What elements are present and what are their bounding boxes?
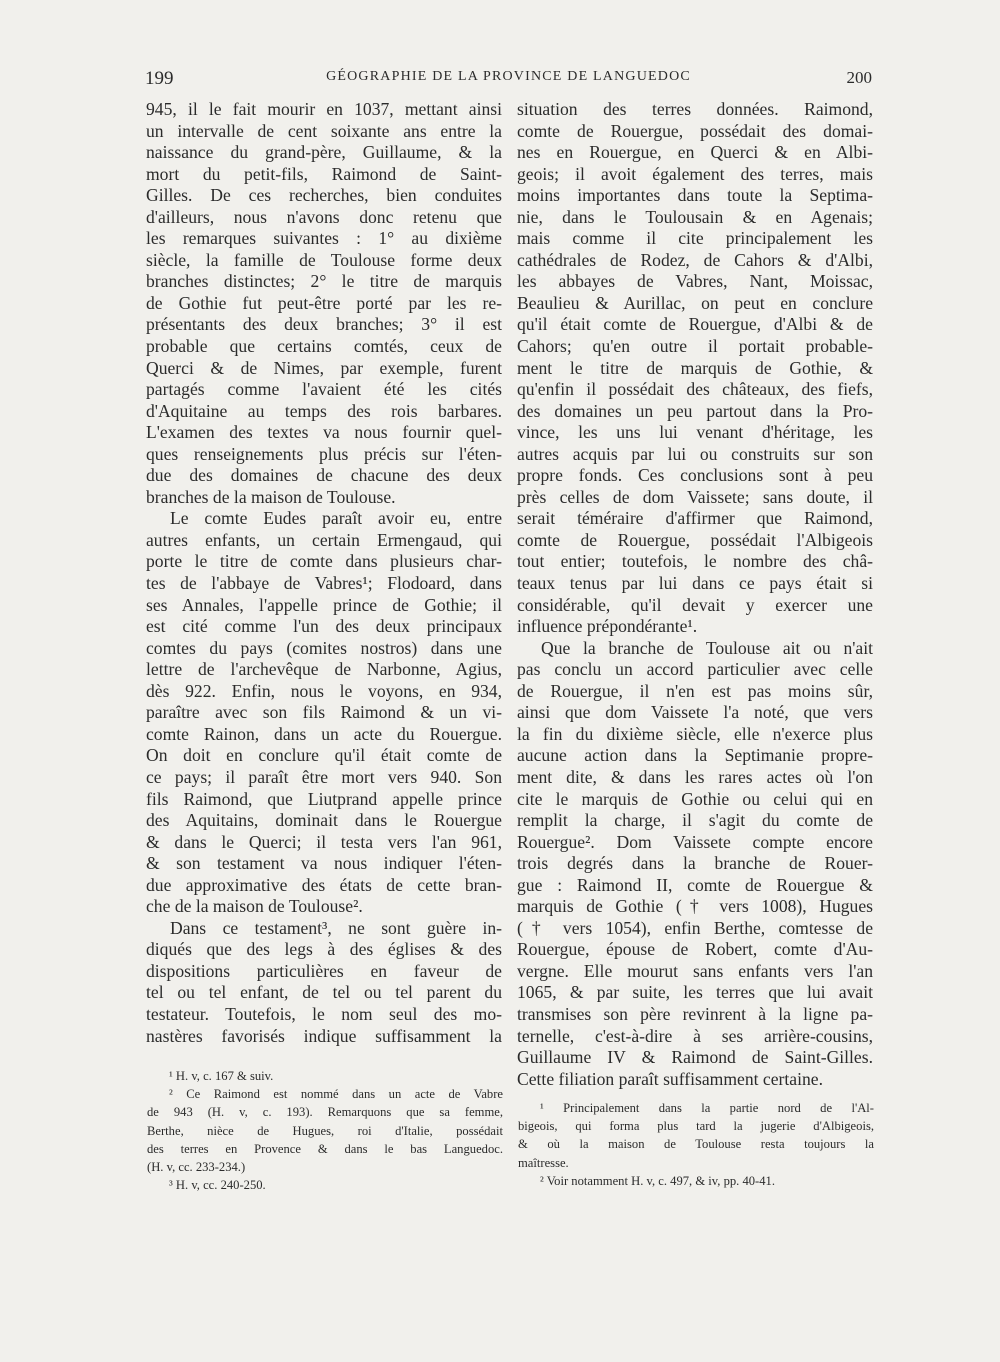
text-line: Cahors; qu'en outre il portait probable- — [517, 336, 873, 357]
text-line: paraître avec son fils Raimond & un vi- — [146, 702, 502, 723]
text-line: On doit en conclure qu'il était comte de — [146, 745, 502, 766]
text-line: tes de l'abbaye de Vabres¹; Flodoard, dans — [146, 573, 502, 594]
footnote-line: ¹ H. v, c. 167 & suiv. — [169, 1069, 274, 1083]
text-line: & son testament va nous indiquer l'éten- — [146, 853, 502, 874]
text-line: Beaulieu & Aurillac, on peut en conclure — [517, 292, 873, 313]
footnote-line: ² Ce Raimond est nommé dans un acte de Vabre — [169, 1087, 503, 1102]
text-line: moins importantes dans toute la Septima- — [517, 185, 873, 206]
text-line: cite le marquis de Gothie ou celui qui en — [517, 788, 873, 809]
text-line: naissance du grand-père, Guillaume, & la — [146, 142, 502, 163]
text-line: mort du petit-fils, Raimond de Saint- — [146, 163, 502, 184]
text-line: serait téméraire d'affirmer que Raimond, — [517, 508, 873, 529]
text-line: les remarques suivantes : 1° au dixième — [146, 228, 502, 249]
text-line: de Gothie fut peut-être porté par les re- — [146, 292, 502, 313]
left-footnotes — [147, 1067, 503, 1194]
text-line: dispositions particulières en faveur de — [146, 960, 502, 981]
text-line: comtes du pays (comites nostros) dans une — [146, 637, 502, 658]
text-line: 1065, & par suite, les terres que lui avait — [517, 982, 873, 1003]
text-line: partagés comme l'avaient été les cités — [146, 379, 502, 400]
text-line: ainsi que dom Vaissete l'a noté, que vers — [517, 702, 873, 723]
text-line: 945, il le fait mourir en 1037, mettant ainsi — [146, 99, 502, 119]
text-line: gue : Raimond II, comte de Rouergue & — [517, 874, 873, 895]
running-header — [145, 66, 872, 94]
text-line: cathédrales de Rodez, de Cahors & d'Albi, — [517, 249, 873, 270]
text-line: autres acquis par lui ou construits sur son — [517, 443, 873, 464]
text-line: teaux tenus par lui dans ce pays était si — [517, 573, 873, 594]
text-line: Gilles. De ces recherches, bien conduites — [146, 185, 502, 206]
text-line: comte Rainon, dans un acte du Rouergue. — [146, 723, 502, 744]
page-number-left: 199 — [145, 68, 174, 89]
text-line: ques renseignements plus précis sur l'éten- — [146, 443, 502, 464]
footnote-line: & où la maison de Toulouse resta toujours la — [518, 1137, 874, 1152]
text-line: d'Aquitaine au temps des rois barbares. — [146, 400, 502, 421]
text-line: Dans ce testament³, ne sont guère in- — [170, 917, 502, 938]
text-line: diqués que des legs à des églises & des — [146, 939, 502, 960]
right-footnotes — [518, 1099, 874, 1190]
text-line: Guillaume IV & Raimond de Saint-Gilles. — [517, 1047, 873, 1068]
text-line: ce pays; il paraît être mort vers 940. Son — [146, 766, 502, 787]
footnote-line: bigeois, qui forma plus tard la jugerie d'Albigeois, — [518, 1119, 874, 1134]
text-line: & dans le Querci; il testa vers l'an 961, — [146, 831, 502, 852]
footnote-line: de 943 (H. v, c. 193). Remarquons que sa femme, — [147, 1105, 503, 1120]
text-line: la fin du dixième siècle, elle n'exerce plus — [517, 723, 873, 744]
text-line: che de la maison de Toulouse². — [146, 896, 363, 917]
text-line: vince, les uns lui venant d'héritage, les — [517, 422, 873, 443]
text-line: de Rouergue, il n'en est pas moins sûr, — [517, 680, 873, 701]
text-line: Que la branche de Toulouse ait ou n'ait — [541, 637, 873, 658]
footnote-line: Berthe, nièce de Hugues, roi d'Italie, possédait — [147, 1123, 503, 1138]
right-text-column — [517, 99, 873, 1090]
text-line: mais comme il cite principalement les — [517, 228, 873, 249]
text-line: Le comte Eudes paraît avoir eu, entre — [170, 508, 502, 529]
text-line: tel ou tel enfant, de tel ou tel parent du — [146, 982, 502, 1003]
footnote-line: ³ H. v, cc. 240-250. — [169, 1178, 266, 1193]
text-line: due approximative des états de cette bran- — [146, 874, 502, 895]
text-line: comte de Rouergue, possédait des domai- — [517, 120, 873, 141]
text-line: près celles de dom Vaissete; sans doute, il — [517, 486, 873, 507]
text-line: qu'enfin il possédait des châteaux, des fiefs, — [517, 379, 873, 400]
text-line: ses Annales, l'appelle prince de Gothie; il — [146, 594, 502, 615]
text-line: ternelle, c'est-à-dire à ses arrière-cousins, — [517, 1025, 873, 1046]
text-line: des Aquitains, dominait dans le Rouergue — [146, 810, 502, 831]
text-line: († vers 1054), enfin Berthe, comtesse de — [517, 917, 873, 938]
text-line: propre fonds. Ces conclusions sont à peu — [517, 465, 873, 486]
text-line: marquis de Gothie († vers 1008), Hugues — [517, 896, 873, 917]
text-line: pas conclu un accord particulier avec celle — [517, 659, 873, 680]
text-line: est cité comme l'un des deux principaux — [146, 616, 502, 637]
text-line: ment le titre de marquis de Gothie, & — [517, 357, 873, 378]
text-line: testateur. Toutefois, le nom seul des mo- — [146, 1003, 502, 1024]
text-line: situation des terres données. Raimond, — [517, 99, 873, 119]
text-line: lettre de l'archevêque de Narbonne, Agius, — [146, 659, 502, 680]
page-number-right: 200 — [846, 68, 872, 87]
text-line: Querci & de Nimes, par exemple, furent — [146, 357, 502, 378]
text-line: due des domaines de chacune des deux — [146, 465, 502, 486]
text-line: des domaines un peu partout dans la Pro- — [517, 400, 873, 421]
text-line: trois degrés dans la branche de Rouer- — [517, 853, 873, 874]
text-line: tout entier; toutefois, le nombre des châ- — [517, 551, 873, 572]
text-line: porte le titre de comte dans plusieurs char- — [146, 551, 502, 572]
text-line: considérable, qu'il devait y exercer une — [517, 594, 873, 615]
text-line: branches de la maison de Toulouse. — [146, 486, 396, 507]
text-line: qu'il était comte de Rouergue, d'Albi & de — [517, 314, 873, 335]
text-line: ment dite, & dans les rares actes où l'on — [517, 766, 873, 787]
text-line: aucune action dans la Septimanie propre- — [517, 745, 873, 766]
text-line: nastères favorisés indique suffisamment la — [146, 1025, 502, 1046]
text-line: vergne. Elle mourut sans enfants vers l'an — [517, 960, 873, 981]
text-line: un intervalle de cent soixante ans entre la — [146, 120, 502, 141]
text-line: les abbayes de Vabres, Nant, Moissac, — [517, 271, 873, 292]
text-line: influence prépondérante¹. — [517, 616, 698, 637]
text-line: siècle, la famille de Toulouse forme deux — [146, 249, 502, 270]
text-line: présentants des deux branches; 3° il est — [146, 314, 502, 335]
footnote-line: ² Voir notamment H. v, c. 497, & iv, pp. 40-41. — [540, 1173, 775, 1188]
text-line: fils Raimond, que Liutprand appelle prince — [146, 788, 502, 809]
running-title: GÉOGRAPHIE DE LA PROVINCE DE LANGUEDOC — [326, 69, 691, 84]
text-line: Rouergue, épouse de Robert, comte d'Au- — [517, 939, 873, 960]
footnote-line: ¹ Principalement dans la partie nord de l'Al- — [540, 1101, 874, 1115]
footnote-line: maîtresse. — [518, 1155, 569, 1170]
text-line: nie, dans le Toulousain & en Agenais; — [517, 206, 873, 227]
text-line: d'ailleurs, nous n'avons donc retenu que — [146, 206, 502, 227]
text-line: probable que certains comtés, ceux de — [146, 336, 502, 357]
text-line: Rouergue². Dom Vaissete compte encore — [517, 831, 873, 852]
text-line: Cette filiation paraît suffisamment certaine. — [517, 1068, 823, 1089]
text-line: nes en Rouergue, en Querci & en Albi- — [517, 142, 873, 163]
text-line: comte de Rouergue, possédait l'Albigeois — [517, 529, 873, 550]
text-line: autres enfants, un certain Ermengaud, qui — [146, 529, 502, 550]
footnote-line: des terres en Provence & dans le bas Languedoc. — [147, 1141, 503, 1156]
text-line: remplit la charge, il s'agit du comte de — [517, 810, 873, 831]
left-text-column — [146, 99, 502, 1047]
text-line: transmises son père revinrent à la ligne pa- — [517, 1003, 873, 1024]
text-line: branches distinctes; 2° le titre de marquis — [146, 271, 502, 292]
text-line: L'examen des textes va nous fournir quel- — [146, 422, 502, 443]
footnote-line: (H. v, cc. 233-234.) — [147, 1160, 246, 1175]
text-line: geois; il avoit également des terres, mais — [517, 163, 873, 184]
text-line: dès 922. Enfin, nous le voyons, en 934, — [146, 680, 502, 701]
